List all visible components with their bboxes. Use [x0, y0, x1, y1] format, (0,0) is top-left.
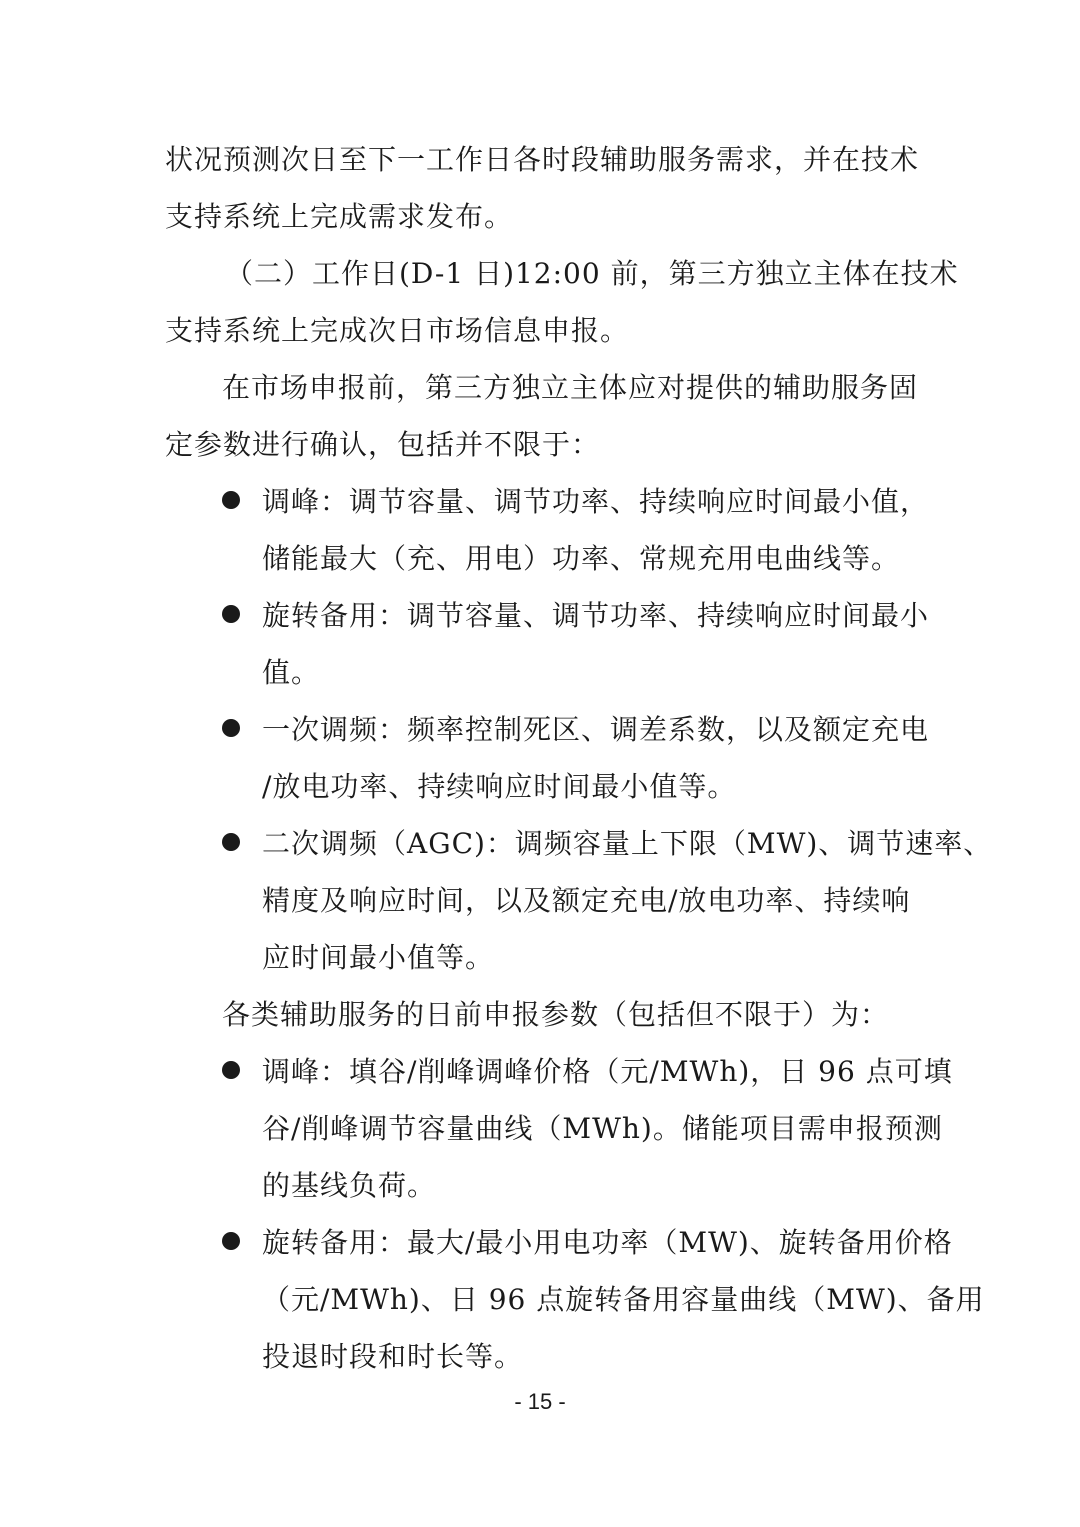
bullet-icon	[222, 1232, 240, 1250]
list-item-line: 旋转备用：最大/最小用电功率（MW)、旋转备用价格	[262, 1226, 953, 1259]
list-item-line: /放电功率、持续响应时间最小值等。	[262, 770, 737, 803]
list-item-line: 的基线负荷。	[262, 1169, 437, 1202]
list-item-line: 一次调频：频率控制死区、调差系数，以及额定充电	[262, 713, 930, 746]
bullet-icon	[222, 719, 240, 737]
list-item-line: 二次调频（AGC)：调频容量上下限（MW)、调节速率、	[262, 827, 993, 860]
list-item-line: 应时间最小值等。	[262, 941, 495, 974]
paragraph-line: 各类辅助服务的日前申报参数（包括但不限于）为：	[222, 998, 890, 1031]
list-item-line: 调峰：调节容量、调节功率、持续响应时间最小值，	[262, 485, 930, 518]
page-number: - 15 -	[514, 1389, 566, 1414]
list-item-line: 谷/削峰调节容量曲线（MWh)。储能项目需申报预测	[262, 1112, 943, 1145]
list-item-line: 储能最大（充、用电）功率、常规充用电曲线等。	[262, 542, 901, 575]
list-item-line: 调峰：填谷/削峰调峰价格（元/MWh)，日 96 点可填	[262, 1055, 953, 1088]
paragraph-line: （二）工作日(D-1 日)12:00 前，第三方独立主体在技术	[225, 257, 959, 290]
paragraph-line: 定参数进行确认，包括并不限于：	[165, 428, 601, 461]
paragraph-line: 支持系统上完成需求发布。	[165, 200, 514, 233]
bullet-icon	[222, 491, 240, 509]
list-item-line: 精度及响应时间，以及额定充电/放电功率、持续响	[262, 884, 911, 917]
bullet-icon	[222, 833, 240, 851]
paragraph-line: 支持系统上完成次日市场信息申报。	[165, 314, 630, 347]
list-item-line: 旋转备用：调节容量、调节功率、持续响应时间最小	[262, 599, 930, 632]
paragraph-line: 在市场申报前，第三方独立主体应对提供的辅助服务固	[222, 371, 919, 404]
list-item-line: 值。	[262, 656, 321, 689]
bullet-icon	[222, 1061, 240, 1079]
paragraph-line: 状况预测次日至下一工作日各时段辅助服务需求，并在技术	[165, 143, 920, 176]
list-item-line: 投退时段和时长等。	[262, 1340, 524, 1373]
list-item-line: （元/MWh)、日 96 点旋转备用容量曲线（MW)、备用	[262, 1283, 985, 1316]
bullet-icon	[222, 605, 240, 623]
